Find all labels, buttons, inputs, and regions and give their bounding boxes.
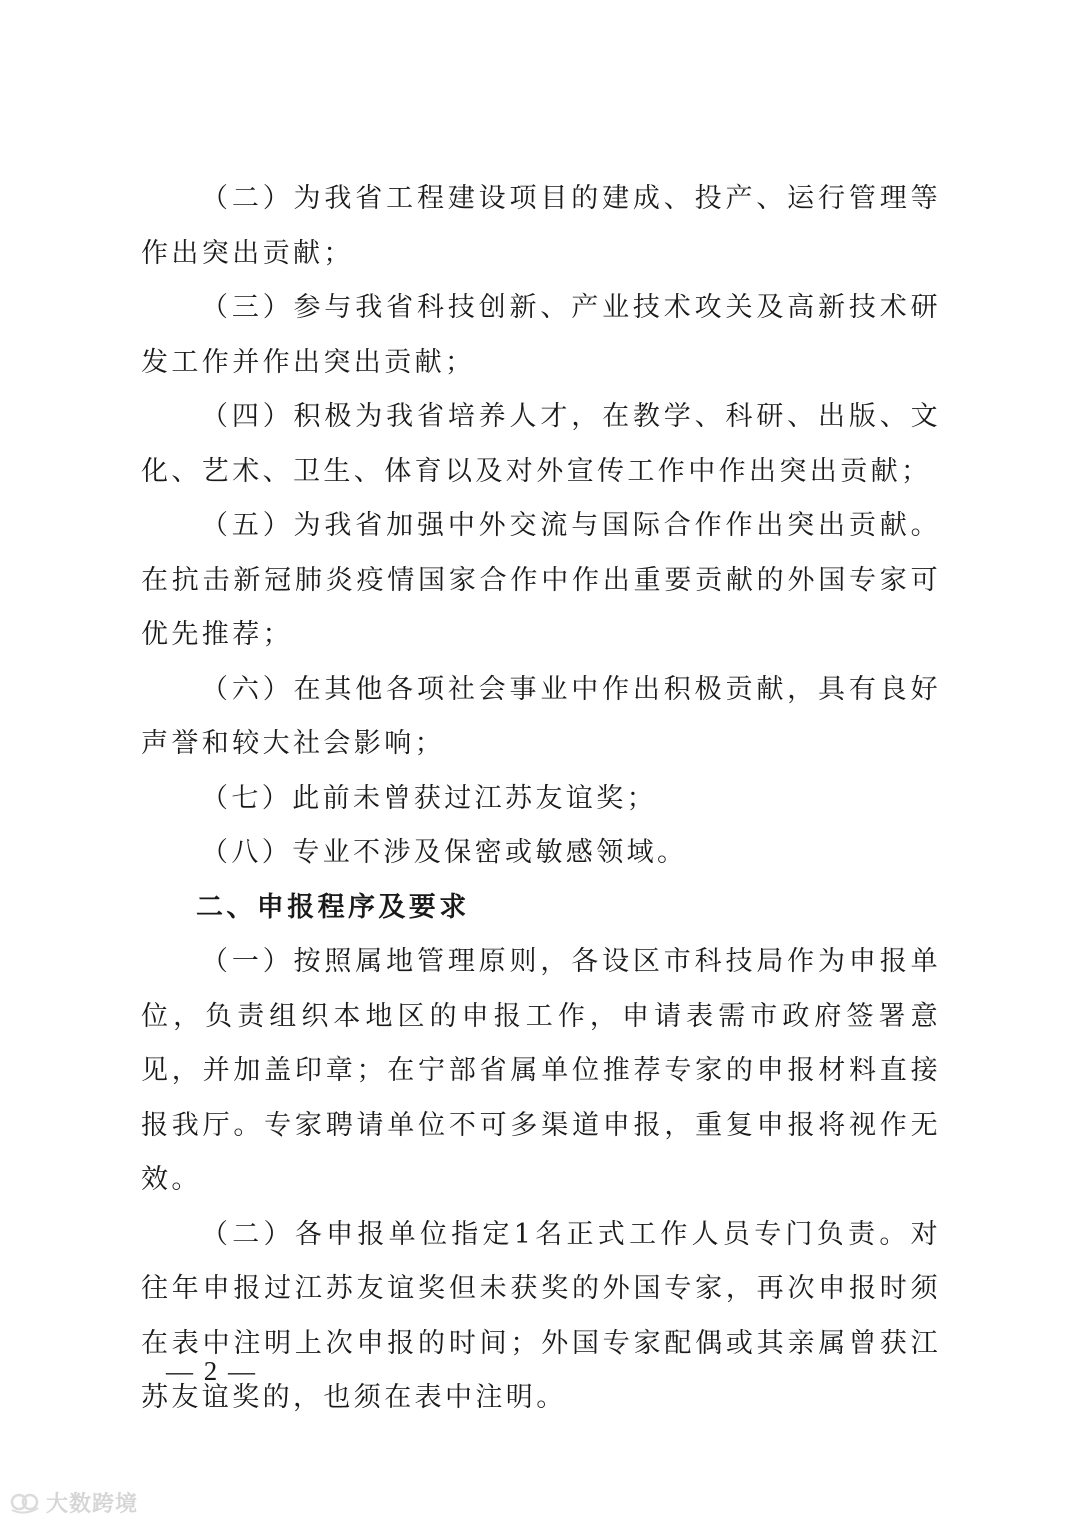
criteria-paragraph-4: （四）积极为我省培养人才，在教学、科研、出版、文化、艺术、卫生、体育以及对外宣传工作中作出突出贡献； <box>141 401 941 487</box>
watermark-text: 大数跨境 <box>46 1491 139 1517</box>
procedure-paragraph-1: （一）按照属地管理原则，各设区市科技局作为申报单位，负责组织本地区的申报工作，申请表需市政府签署意见，并加盖印章；在宁部省属单位推荐专家的申报材料直接报我厅。专家聘请单位不可多渠道申报，重复申报将视作无效。 <box>141 946 941 1195</box>
watermark <box>10 1487 138 1517</box>
procedure-paragraph-2: （二）各申报单位指定1名正式工作人员专门负责。对往年申报过江苏友谊奖但未获奖的外国专家，再次申报时须在表中注明上次申报的时间；外国专家配偶或其亲属曾获江苏友谊奖的，也须在表中注明。 <box>141 1218 941 1413</box>
document-body <box>141 172 941 1426</box>
page-number: — 2 — <box>166 1356 257 1386</box>
criteria-paragraph-2: （二）为我省工程建设项目的建成、投产、运行管理等作出突出贡献； <box>141 183 941 269</box>
watermark-logo-icon <box>10 1490 40 1514</box>
criteria-paragraph-5: （五）为我省加强中外交流与国际合作作出突出贡献。在抗击新冠肺炎疫情国家合作中作出重要贡献的外国专家可优先推荐； <box>141 510 941 650</box>
criteria-paragraph-8: （八）专业不涉及保密或敏感领域。 <box>201 837 688 868</box>
section-heading: 二、申报程序及要求 <box>196 891 470 923</box>
criteria-paragraph-3: （三）参与我省科技创新、产业技术攻关及高新技术研发工作并作出突出贡献； <box>141 292 941 378</box>
criteria-paragraph-7: （七）此前未曾获过江苏友谊奖； <box>201 782 657 814</box>
criteria-paragraph-6: （六）在其他各项社会事业中作出积极贡献，具有良好声誉和较大社会影响； <box>141 673 941 759</box>
